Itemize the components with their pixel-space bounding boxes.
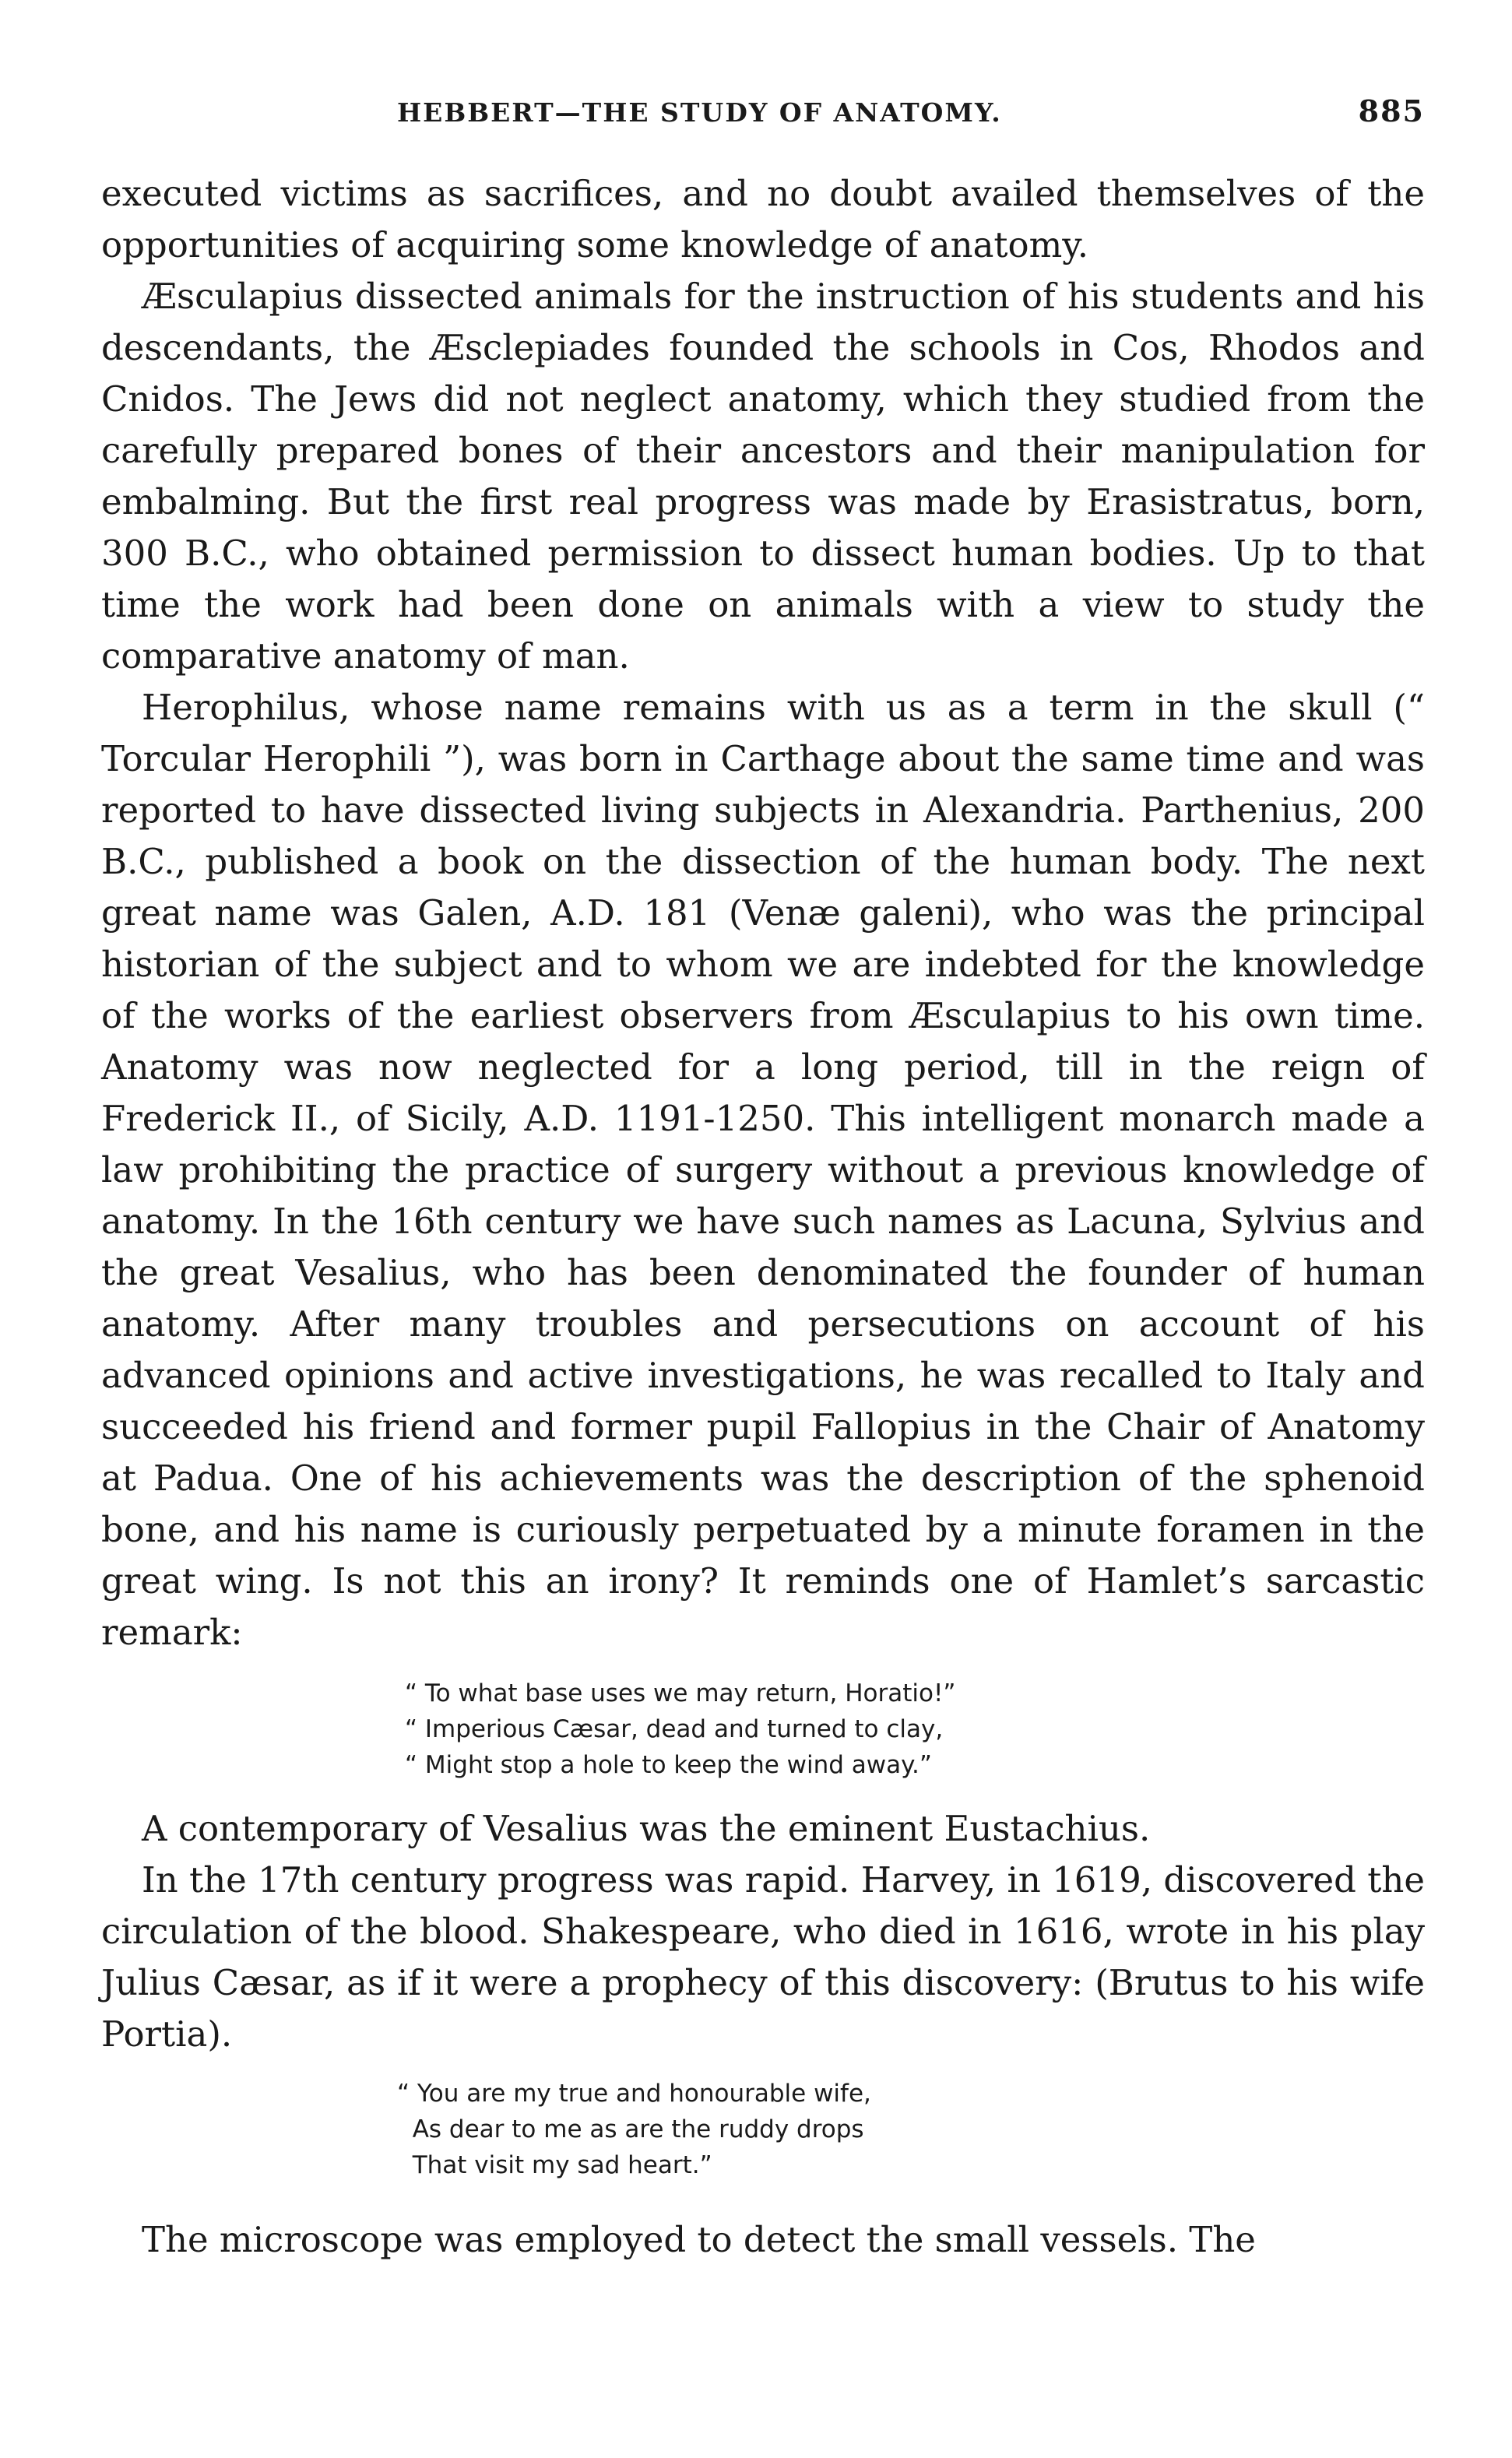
quote-line: That visit my sad heart.”	[397, 2151, 712, 2179]
paragraph-herophilus: Herophilus, whose name remains with us as a term in the skull (“ Torcular Herophili ”), was born in Carthage about the same time and was reported to have dissected living subjects in Alexandria. Parthenius, 200 B.C., published a book on the dissection of the human body. The next great name was Galen, A.D. 181 (Venæ galeni), who was the principal historian of the subject and to whom we are indebted for the knowledge of the works of the earliest observers from Æsculapius to his own time. Anatomy was now neglected for a long period, till in the reign of Frederick II., of Sicily, A.D. 1191-1250. This intelligent monarch made a law prohibiting the practice of surgery without a previous knowledge of anatomy. In the 16th century we have such names as Lacuna, Sylvius and the great Vesalius, who has been denominated the founder of human anatomy. After many troubles and persecutions on account of his advanced opinions and active investigations, he was recalled to Italy and succeeded his friend and former pupil Fallopius in the Chair of Anatomy at Padua. One of his achievements was the description of the sphenoid bone, and his name is curiously perpetuated by a minute foramen in the great wing. Is not this an irony? It reminds one of Hamlet’s sarcastic remark:	[101, 687, 1425, 1653]
quote-line: “ Might stop a hole to keep the wind away.”	[405, 1751, 932, 1779]
paragraph-harvey: In the 17th century progress was rapid. Harvey, in 1619, discovered the circulation of the blood. Shakespeare, who died in 1616, wrote in his play Julius Cæsar, as if it were a prophecy of this discovery: (Brutus to his wife Portia).	[101, 1859, 1425, 2055]
page	[101, 93, 1425, 2266]
paragraph-eustachius: A contemporary of Vesalius was the eminent Eustachius.	[142, 1808, 1151, 1849]
paragraph-microscope: The microscope was employed to detect the small vessels. The	[142, 2219, 1256, 2260]
running-head: HEBBERT—THE STUDY OF ANATOMY.	[397, 97, 1002, 128]
paragraph-continuation: executed victims as sacrifices, and no doubt availed themselves of the opportunities of acquiring some knowledge of anatomy.	[101, 173, 1425, 265]
quote-line: As dear to me as are the ruddy drops	[397, 2115, 864, 2143]
quote-line: “ Imperious Cæsar, dead and turned to clay,	[405, 1715, 944, 1743]
page-number: 885	[1358, 93, 1425, 128]
page-header	[101, 93, 1425, 140]
quote-julius-caesar	[397, 2076, 1425, 2183]
quote-line: “ You are my true and honourable wife,	[397, 2080, 871, 2108]
paragraph-aesculapius: Æsculapius dissected animals for the instruction of his students and his descendants, the Æsclepiades founded the schools in Cos, Rhodos and Cnidos. The Jews did not neglect anatomy, which they studied from the carefully prepared bones of their ancestors and their manipulation for embalming. But the first real progress was made by Erasistratus, born, 300 B.C., who obtained permission to dissect human bodies. Up to that time the work had been done on animals with a view to study the comparative anatomy of man.	[101, 276, 1425, 677]
quote-line: “ To what base uses we may return, Horatio!”	[405, 1679, 956, 1707]
quote-hamlet	[405, 1676, 1425, 1783]
